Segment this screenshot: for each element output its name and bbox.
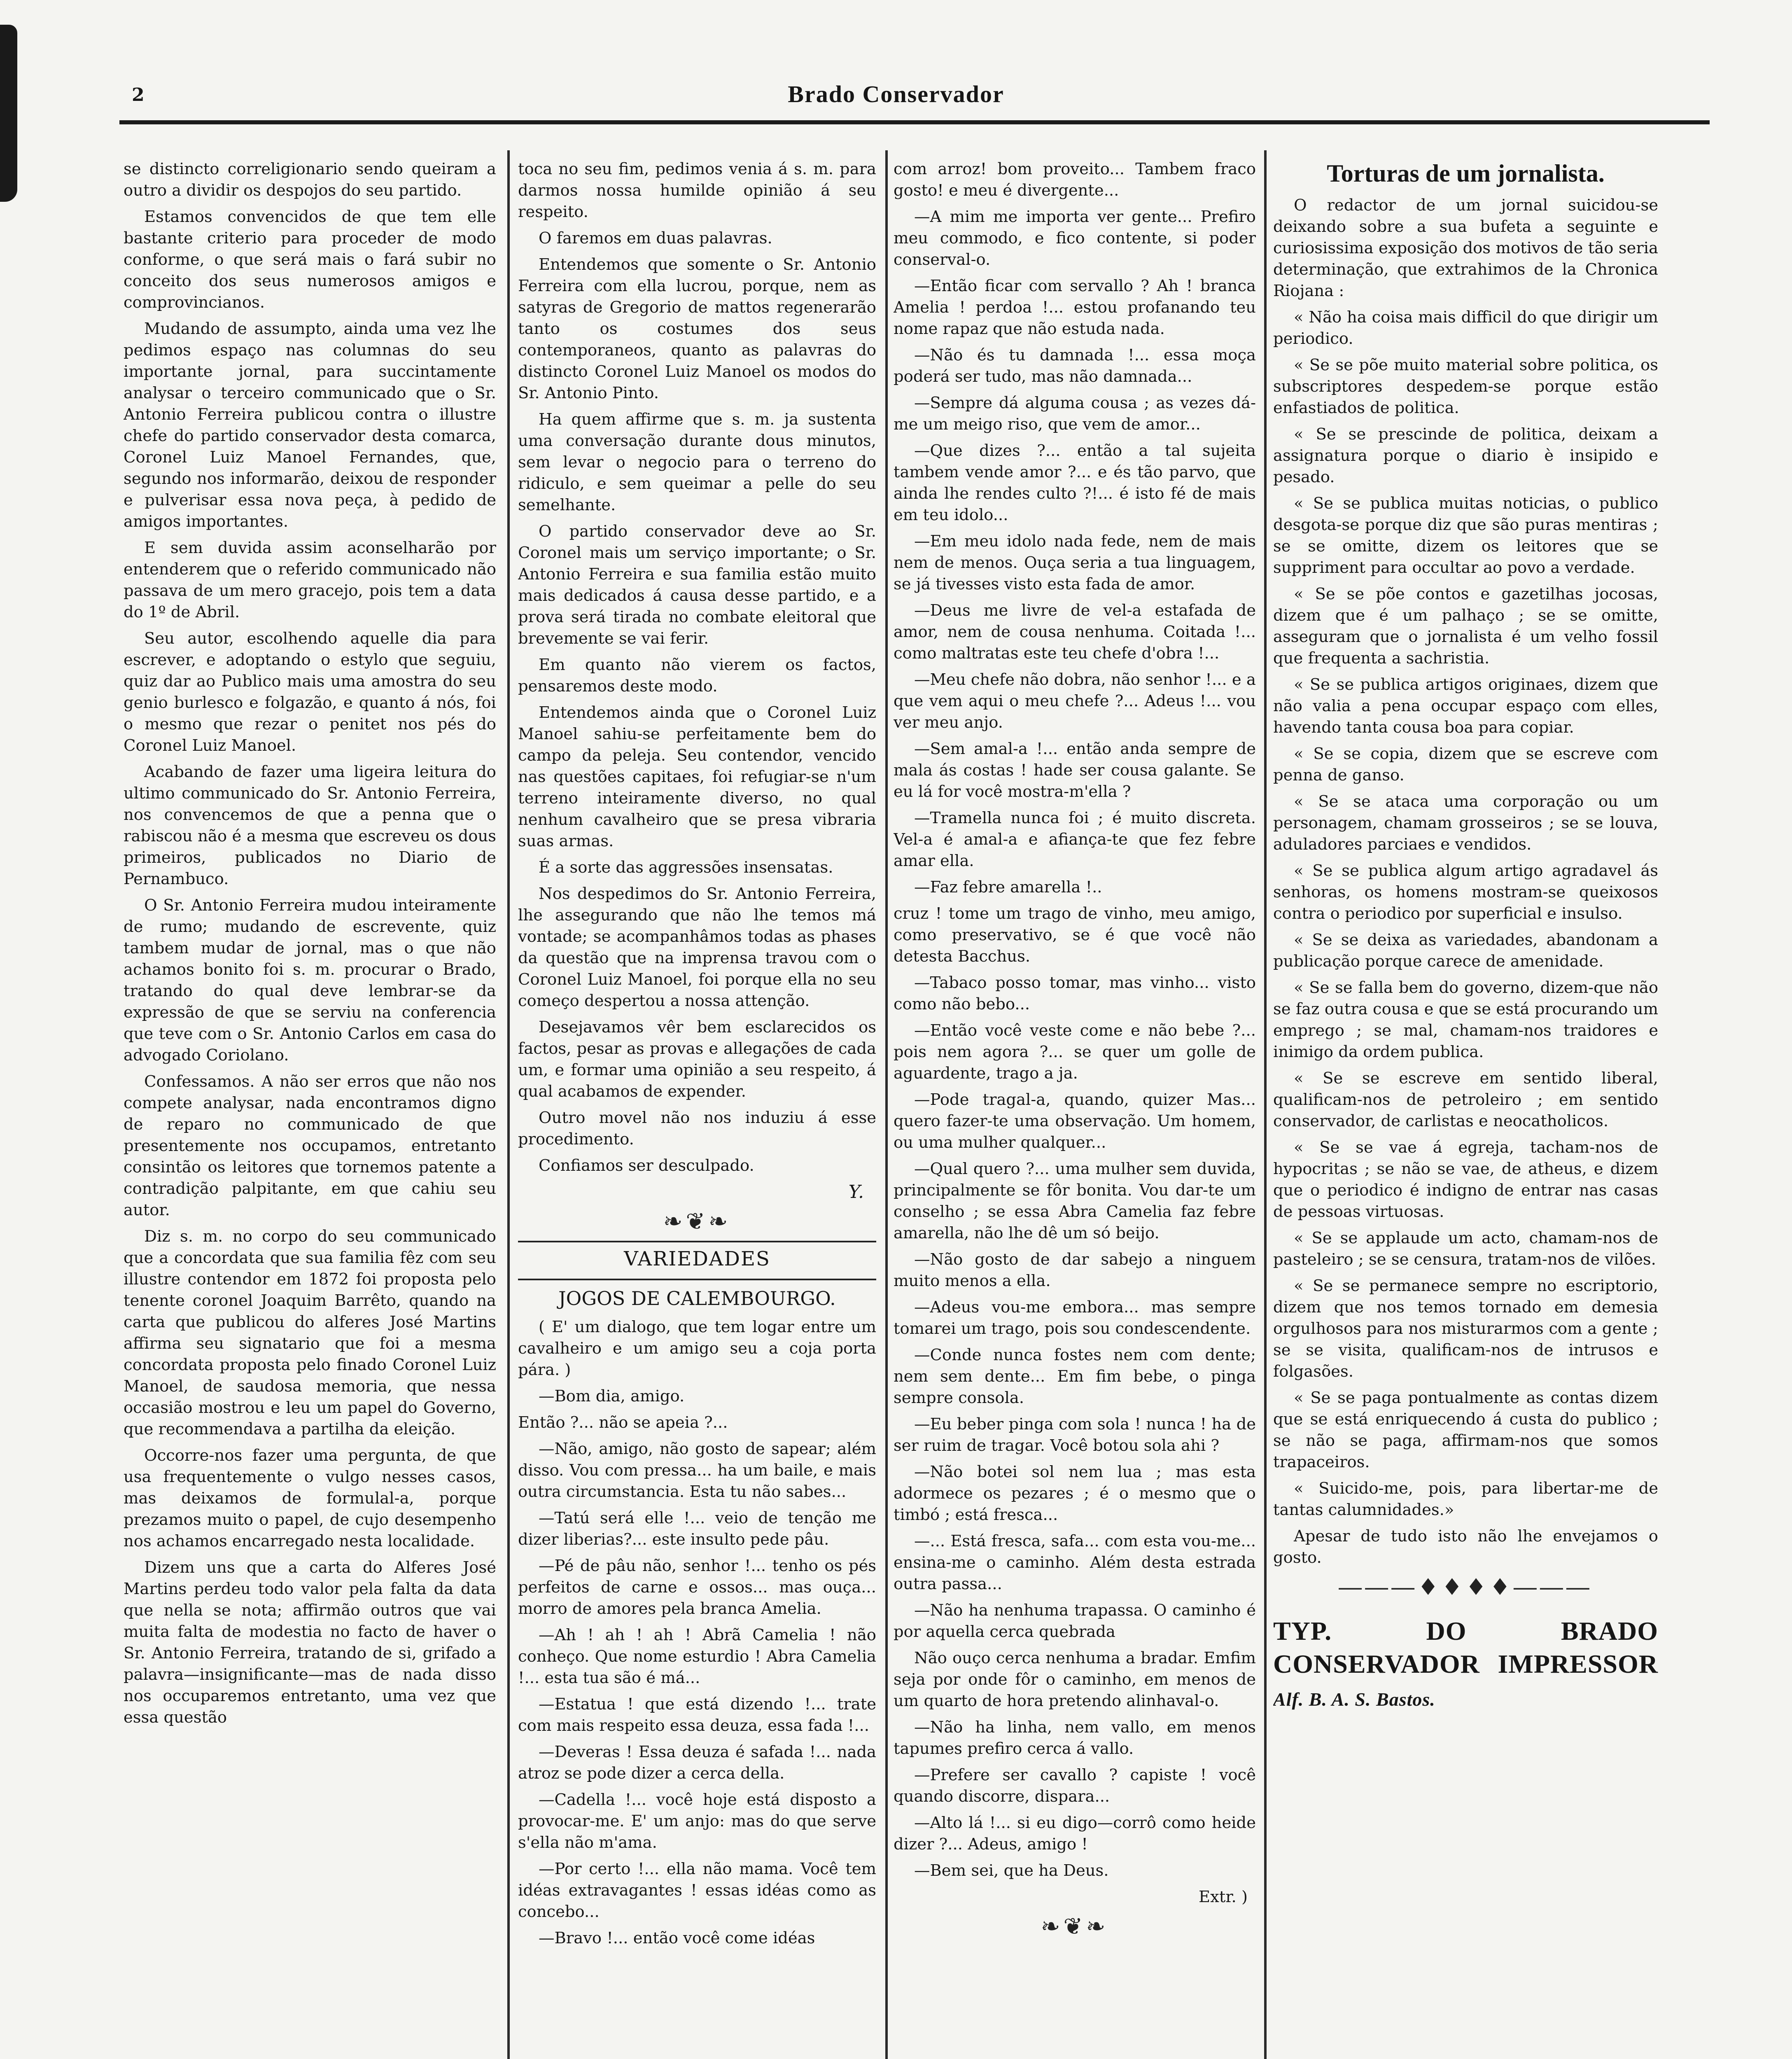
paragraph: Apesar de tudo isto não lhe envejamos o gosto.: [1273, 1527, 1658, 1567]
column-2: [518, 159, 876, 2059]
paragraph: « Se se ataca uma corporação ou um personagem, chamam grosseiros ; se se louva, aduladores parciaes e vendidos.: [1273, 792, 1658, 854]
paragraph: Confessamos. A não ser erros que não nos compete analysar, nada encontramos digno de reparo no communicado de que presentemente nos occupamos, entretanto consintão os leitores que tornemos patente a contradição palpitante, em que cahiu seu autor.: [124, 1072, 496, 1219]
paragraph: —Não ha nenhuma trapassa. O caminho é por aquella cerca quebrada: [894, 1601, 1256, 1641]
paragraph: —Tatú será elle !... veio de tenção me dizer liberias?... este insulto pede pâu.: [518, 1509, 876, 1549]
paragraph: « Se se publica algum artigo agradavel ás senhoras, os homens mostram-se queixosos contra o periodico por superficial e insulso.: [1273, 861, 1658, 923]
paragraph: Outro movel não nos induziu á esse procedimento.: [518, 1109, 876, 1149]
paragraph: ( E' um dialogo, que tem logar entre um cavalheiro e um amigo seu a coja porta pára. ): [518, 1318, 876, 1379]
paragraph: —Não, amigo, não gosto de sapear; além disso. Vou com pressa... ha um baile, e mais outra circumstancia. Esta tu não sabes...: [518, 1440, 876, 1501]
paragraph: « Se se põe muito material sobre politica, os subscriptores despedem-se porque estão enfastiados de politica.: [1273, 356, 1658, 417]
paragraph: —Cadella !... você hoje está disposto a provocar-me. E' um anjo: mas do que serve s'ella não m'ama.: [518, 1791, 876, 1852]
paragraph: Nos despedimos do Sr. Antonio Ferreira, lhe assegurando que não lhe temos má vontade; se acompanhâmos todas as phases da questão que na imprensa travou com o Coronel Luiz Manoel, foi porque ella no seu começo despertou a nossa attenção.: [518, 885, 876, 1010]
header-rule: [119, 120, 1710, 124]
paragraph: « Se se vae á egreja, tacham-nos de hypocritas ; se não se vae, de atheus, e dizem que o periodico é indigno de entrar nas casas de pessoas virtuosas.: [1273, 1138, 1658, 1221]
paragraph: « Se se publica artigos originaes, dizem que não valia a pena occupar espaço com elles, havendo tanta cousa boa para copiar.: [1273, 675, 1658, 737]
paragraph: É a sorte das aggressões insensatas.: [539, 858, 833, 877]
section-rule: [518, 1279, 876, 1280]
paragraph: « Se se prescinde de politica, deixam a assignatura porque o diario è insipido e pesado.: [1273, 425, 1658, 486]
paragraph: —... Está fresca, safa... com esta vou-me... ensina-me o caminho. Além desta estrada outra passa...: [894, 1532, 1256, 1593]
paragraph: —Em meu idolo nada fede, nem de mais nem de menos. Ouça seria a tua linguagem, se já tivesses visto esta fada de amor.: [894, 532, 1256, 593]
paragraph: —Pode tragal-a, quando, quizer Mas... quero fazer-te uma observação. Um homem, ou uma mulher qualquer...: [894, 1090, 1256, 1152]
paragraph: Acabando de fazer uma ligeira leitura do ultimo communicado do Sr. Antonio Ferreira, nos convencemos de que a penna que o rabiscou não é a mesma que escreveu os dous primeiros, publicados no Diario de Pernambuco.: [124, 763, 496, 888]
paragraph: Não ouço cerca nenhuma a bradar. Emfim seja por onde fôr o caminho, em menos de um quarto de hora pretendo alinhaval-o.: [894, 1649, 1256, 1710]
imprint-text: TYP. DO BRADO CONSERVADOR IMPRESSOR: [1273, 1616, 1658, 1678]
column-divider: [507, 150, 510, 2059]
paragraph: Mudando de assumpto, ainda uma vez lhe pedimos espaço nas columnas do seu importante jornal, para succintamente analysar o terceiro communicado que o Sr. Antonio Ferreira publicou contra o illustre chefe do partido conservador desta comarca, Coronel Luiz Manoel Fernandes, que, segundo nos informarão, deixou de responder e pulverisar essa nova peça, à pedido de amigos importantes.: [124, 320, 496, 531]
paragraph: —Não botei sol nem lua ; mas esta adormece os pezares ; é o mesmo que o timbó ; está fresca...: [894, 1463, 1256, 1524]
paragraph: —Sempre dá alguma cousa ; as vezes dá-me um meigo riso, que vem de amor...: [894, 394, 1256, 434]
paragraph: —Bom dia, amigo.: [539, 1387, 685, 1405]
paragraph: « Não ha coisa mais difficil do que dirigir um periodico.: [1273, 308, 1658, 348]
paragraph: —Não gosto de dar sabejo a ninguem muito menos a ella.: [894, 1250, 1256, 1290]
paragraph: —Então você veste come e não bebe ?... pois nem agora ?... se quer um golle de aguardente, trago a ja.: [894, 1021, 1256, 1083]
paragraph: « Se se permanece sempre no escriptorio, dizem que nos temos tornado em demesia orgulhosos para nos misturarmos com a gente ; se se visita, qualificam-nos de intrusos e folgasões.: [1273, 1277, 1658, 1381]
paragraph: « Se se applaude um acto, chamam-nos de pasteleiro ; se se censura, tratam-nos de vilões.: [1273, 1229, 1658, 1269]
section-rule: [518, 1241, 876, 1242]
paragraph: —Qual quero ?... uma mulher sem duvida, principalmente se fôr bonita. Vou dar-te um conselho ; se essa Abra Camelia faz febre amarella, não lhe dê um só beijo.: [894, 1160, 1256, 1242]
paragraph: —Então ficar com servallo ? Ah ! branca Amelia ! perdoa !... estou profanando teu nome rapaz que não estuda nada.: [894, 277, 1256, 338]
paragraph: Desejavamos vêr bem esclarecidos os factos, pesar as provas e allegações de cada um, e formar uma opinião a seu respeito, á qual acabamos de expender.: [518, 1018, 876, 1101]
signature: Y.: [848, 1181, 864, 1202]
paragraph: —Que dizes ?... então a tal sujeita tambem vende amor ?... e és tão parvo, que ainda lhe rendes culto ?!... é isto fé de mais em teu idolo...: [894, 441, 1256, 524]
paragraph: « Suicido-me, pois, para libertar-me de tantas calumnidades.»: [1273, 1479, 1658, 1519]
paragraph: O faremos em duas palavras.: [539, 229, 772, 247]
paragraph: —Eu beber pinga com sola ! nunca ! ha de ser ruim de tragar. Você botou sola ahi ?: [894, 1415, 1256, 1455]
paragraph: —Sem amal-a !... então anda sempre de mala ás costas ! hade ser cousa galante. Se eu lá for você mostra-m'ella ?: [894, 740, 1256, 801]
paragraph: « Se se paga pontualmente as contas dizem que se está enriquecendo á custa do publico ; se não se paga, affirmam-nos que somos trapaceiros.: [1273, 1389, 1658, 1471]
paragraph: —Não és tu damnada !... essa moça poderá ser tudo, mas não damnada...: [894, 346, 1256, 386]
paragraph: Ha quem affirme que s. m. ja sustenta uma conversação durante dous minutos, sem levar o negocio para o terreno do ridiculo, e sem queimar a pelle do seu semelhante.: [518, 410, 876, 514]
paragraph: —Não ha linha, nem vallo, em menos tapumes prefiro cerca á vallo.: [894, 1718, 1256, 1758]
column-1: [124, 159, 496, 2059]
paragraph: « Se se põe contos e gazetilhas jocosas, dizem que é um palhaço ; se se omitte, asseguram que o jornalista é um velho fossil que frequenta a sachristia.: [1273, 585, 1658, 668]
printer-imprint: [1273, 1615, 1658, 1716]
paragraph: Dizem uns que a carta do Alferes José Martins perdeu todo valor pela falta da data que nella se nota; affirmão outros que vai muita falta de modestia no facto de haver o Sr. Antonio Ferreira, tratando de si, grifado a palavra—insignificante—mas de nada disso nos occuparemos entretanto, uma vez que essa questão: [124, 1558, 496, 1727]
header: [0, 80, 1792, 117]
paragraph: cruz ! tome um trago de vinho, meu amigo, como preservativo, se é que você não detesta Bacchus.: [894, 904, 1256, 966]
paragraph: « Se se deixa as variedades, abandonam a publicação porque carece de amenidade.: [1273, 931, 1658, 971]
ornament-divider: ―――♦♦♦♦―――: [1339, 1574, 1593, 1601]
ornament-divider: ❧❦❧: [663, 1208, 731, 1235]
paragraph: toca no seu fim, pedimos venia á s. m. para darmos nossa humilde opinião á seu respeito.: [518, 160, 876, 221]
source-note: Extr. ): [1199, 1888, 1248, 1906]
paragraph: —Faz febre amarella !..: [914, 878, 1102, 896]
paragraph: —Pé de pâu não, senhor !... tenho os pés perfeitos de carne e ossos... mas ouça... morro de amores pela branca Amelia.: [518, 1557, 876, 1618]
paragraph: Seu autor, escolhendo aquelle dia para escrever, e adoptando o estylo que seguiu, quiz dar ao Publico mais uma amostra do seu genio burlesco e folgazão, e quanto á nós, foi o mesmo que rezar o penitet nos pés do Coronel Luiz Manoel.: [124, 629, 496, 755]
column-4: [1273, 159, 1658, 2059]
article-title: Torturas de um jornalista.: [1327, 160, 1605, 187]
paragraph: O redactor de um jornal suicidou-se deixando sobre a sua bufeta a seguinte e curiosissima exposição dos motivos de tão seria determinação, que extrahimos de la Chronica Riojana :: [1273, 196, 1658, 300]
paragraph: « Se se copia, dizem que se escreve com penna de ganso.: [1273, 745, 1658, 784]
paragraph: —Meu chefe não dobra, não senhor !... e a que vem aqui o meu chefe ?... Adeus !... vou ver meu anjo.: [894, 670, 1256, 732]
paragraph: Entendemos que somente o Sr. Antonio Ferreira com ella lucrou, porque, nem as satyras de Gregorio de mattos regenerarão tanto os costumes dos seus contemporaneos, quanto as palavras do distincto Coronel Luiz Manoel os modos do Sr. Antonio Pinto.: [518, 255, 876, 402]
masthead: Brado Conservador: [788, 81, 1004, 107]
paragraph: « Se se falla bem do governo, dizem-que não se faz outra cousa e que se está procurando um emprego ; se mal, chamam-nos traidores e inimigo da ordem publica.: [1273, 978, 1658, 1061]
paragraph: —Deveras ! Essa deuza é safada !... nada atroz se pode dizer a cerca della.: [518, 1743, 876, 1783]
section-title: VARIEDADES: [624, 1247, 770, 1270]
paragraph: —Deus me livre de vel-a estafada de amor, nem de cousa nenhuma. Coitada !... como maltratas este teu chefe d'obra !...: [894, 601, 1256, 663]
paragraph: —Bem sei, que ha Deus.: [914, 1861, 1109, 1880]
paragraph: —Tabaco posso tomar, mas vinho... visto como não bebo...: [894, 973, 1256, 1013]
paragraph: —Bravo !... então você come idéas: [539, 1929, 815, 1947]
paragraph: Entendemos ainda que o Coronel Luiz Manoel sahiu-se perfeitamente bem do campo da peleja. Seu contendor, vencido nas questões capitaes, foi refugiar-se n'um terreno inteiramente diverso, no qual nenhum cavalheiro que se presa vibraria suas armas.: [518, 703, 876, 850]
paragraph: —Prefere ser cavallo ? capiste ! você quando discorre, dispara...: [894, 1766, 1256, 1806]
page-number: 2: [132, 84, 145, 105]
paragraph: Confiamos ser desculpado.: [539, 1156, 754, 1175]
column-divider: [1264, 150, 1267, 2059]
paragraph: —Tramella nunca foi ; é muito discreta. Vel-a é amal-a e afiança-te que fez febre amar ella.: [894, 809, 1256, 870]
paragraph: —Estatua ! que está dizendo !... trate com mais respeito essa deuza, essa fada !...: [518, 1695, 876, 1735]
paragraph: E sem duvida assim aconselharão por entenderem que o referido communicado não passava de um mero gracejo, pois tem a data do 1º de Abril.: [124, 539, 496, 621]
paragraph: —Por certo !... ella não mama. Você tem idéas extravagantes ! essas idéas como as concebo...: [518, 1860, 876, 1921]
paragraph: Diz s. m. no corpo do seu communicado que a concordata que sua familia fêz com seu illustre contendor em 1872 foi proposta pelo tenente coronel Joaquim Barrêto, quando na carta que publicou do alferes José Martins affirma seu signatario que foi a mesma concordata proposta pelo finado Coronel Luiz Manoel, de saudosa memoria, que nessa occasião mostrou e leu um papel do Governo, que recommendava a partilha da eleição.: [124, 1227, 496, 1438]
column-3: [894, 159, 1256, 2059]
paragraph: —A mim me importa ver gente... Prefiro meu commodo, e fico contente, si poder conserval-o.: [894, 208, 1256, 269]
ornament-divider: ❧❦❧: [1041, 1913, 1109, 1940]
article-title: JOGOS DE CALEMBOURGO.: [558, 1287, 836, 1310]
paragraph: com arroz! bom proveito... Tambem fraco gosto! e meu é divergente...: [894, 160, 1256, 200]
paragraph: —Ah ! ah ! ah ! Abrã Camelia ! não conheço. Que nome esturdio ! Abra Camelia !... esta tua são é má...: [518, 1626, 876, 1687]
paragraph: Estamos convencidos de que tem elle bastante criterio para proceder de modo conforme, o que será mais o fará subir no conceito dos seus numerosos amigos e comprovincianos.: [124, 208, 496, 312]
paragraph: O partido conservador deve ao Sr. Coronel mais um serviço importante; o Sr. Antonio Ferreira e sua familia estão muito mais dedicados á causa desse partido, e a prova será tirada no combate eleitoral que brevemente se vai ferir.: [518, 522, 876, 648]
paragraph: —Conde nunca fostes nem com dente; nem sem dente... Em fim bebe, o pinga sempre consola.: [894, 1346, 1256, 1407]
imprint-name: Alf. B. A. S. Bastos.: [1273, 1689, 1435, 1710]
paragraph: Então ?... não se apeia ?...: [518, 1413, 728, 1432]
paragraph: —Adeus vou-me embora... mas sempre tomarei um trago, pois sou condescendente.: [894, 1298, 1256, 1338]
paragraph: O Sr. Antonio Ferreira mudou inteiramente de rumo; mudando de escrevente, quiz tambem mudar de jornal, mas o que não achamos bonito foi s. m. procurar o Brado, tratando do qual deve lembrar-se da expressão de que se serviu na conferencia que teve com o Sr. Antonio Carlos em casa do advogado Coriolano.: [124, 896, 496, 1065]
paragraph: « Se se publica muitas noticias, o publico desgota-se porque diz que são puras mentiras ; se se omitte, dizem os leitores que se suppriment para occultar ao povo a verdade.: [1273, 494, 1658, 577]
paragraph: se distincto correligionario sendo queiram a outro a dividir os despojos do seu partido.: [124, 160, 496, 200]
paragraph: « Se se escreve em sentido liberal, qualificam-nos de petroleiro ; em sentido conservador, de carlistas e neocatholicos.: [1273, 1069, 1658, 1130]
paragraph: Occorre-nos fazer uma pergunta, de que usa frequentemente o vulgo nesses casos, mas deixamos de formulal-a, porque prezamos muito o papel, de cujo desempenho nos achamos encarregado nesta localidade.: [124, 1446, 496, 1550]
paragraph: Em quanto não vierem os factos, pensaremos deste modo.: [518, 656, 876, 696]
column-divider: [885, 150, 888, 2059]
paragraph: —Alto lá !... si eu digo—corrô como heide dizer ?... Adeus, amigo !: [894, 1814, 1256, 1854]
